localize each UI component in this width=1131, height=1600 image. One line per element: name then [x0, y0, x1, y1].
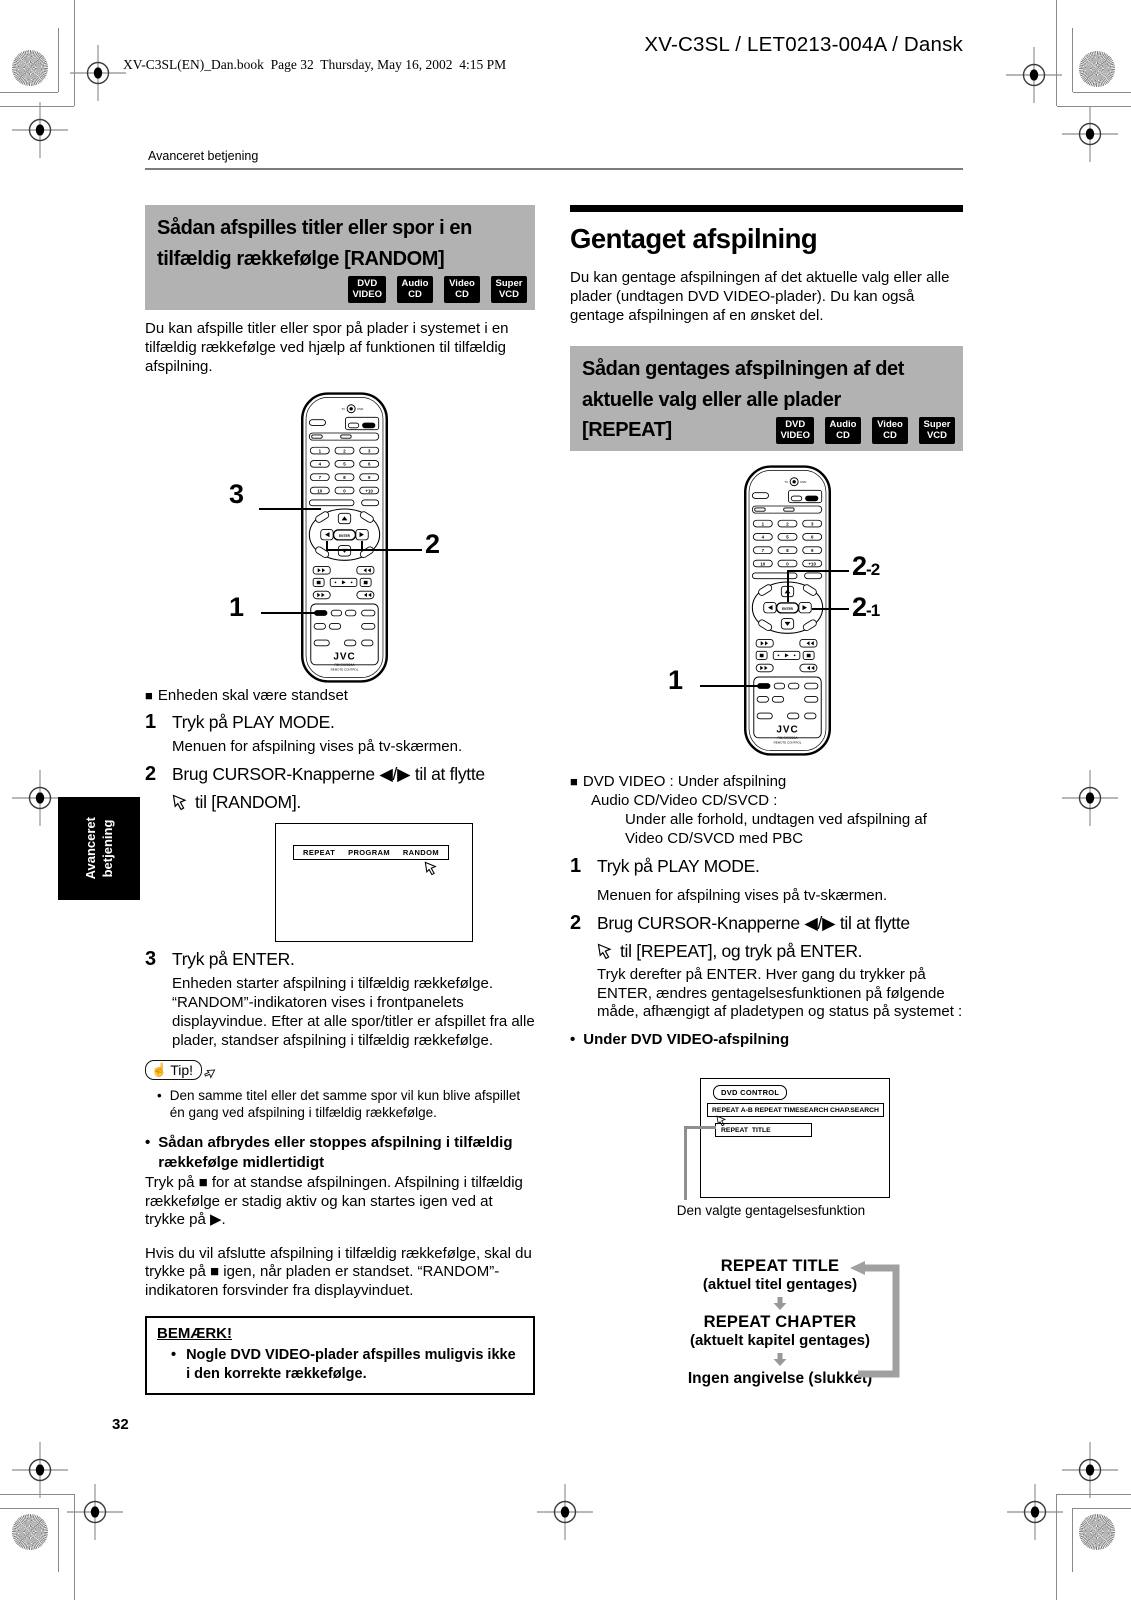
- disc-type-badges: [776, 417, 955, 444]
- flow-item: Ingen angivelse (slukket): [687, 1370, 873, 1387]
- svg-text:2: 2: [343, 448, 346, 454]
- svg-text:3: 3: [810, 521, 814, 527]
- svg-text:5: 5: [786, 534, 789, 540]
- stop-random-paragraph: Hvis du vil afslutte afspilning i tilfældig rækkefølge, skal du trykke på ■ igen, når pladen er standset. “RANDOM”-indikatoren forsvinder fra displayvinduet.: [145, 1244, 532, 1299]
- crop-line: [1056, 0, 1057, 106]
- tip-text: • Den samme titel eller det samme spor vil kun blive afspillet én gang ved afspilning i tilfældig rækkefølge.: [157, 1088, 521, 1120]
- svg-text:JVC: JVC: [333, 651, 356, 663]
- svg-text:1: 1: [318, 448, 322, 454]
- svg-text:5: 5: [343, 461, 346, 467]
- flow-item-sub: (aktuel titel gentages): [702, 1276, 858, 1293]
- callout-1: 1: [229, 592, 244, 622]
- remote-illustration-random: [145, 381, 535, 684]
- dot-bullet: •: [145, 1134, 151, 1151]
- selected-repeat-mode: REPEAT TITLE: [715, 1123, 812, 1137]
- flow-item: REPEAT CHAPTER: [703, 1313, 857, 1331]
- svg-text:RM-SXV004A: RM-SXV004A: [334, 663, 355, 668]
- section-header-random: [145, 205, 535, 310]
- svg-text:0: 0: [343, 488, 346, 494]
- callout-1: 1: [668, 665, 683, 695]
- step-2: [570, 912, 963, 1022]
- step-2: [145, 763, 535, 946]
- badge-super-vcd: Super VCD: [919, 417, 955, 444]
- step-body: Tryk derefter på ENTER. Hver gang du trykker på ENTER, ændres gentagelsesfunktionen på følgende måde, afhængigt af pladetypen og status på systemet :: [597, 966, 963, 1020]
- section-title-line: Sådan afspilles titler eller spor i en: [157, 217, 472, 239]
- disc-type-badges: [348, 276, 527, 303]
- menu-item-program: PROGRAM: [348, 848, 391, 857]
- svg-text:ENTER: ENTER: [782, 607, 793, 612]
- step-body: Enheden starter afspilning i tilfældig rækkefølge. “RANDOM”-indikatoren vises i frontpanelets displayvindue. Efter at alle spor/titler er afspillet fra alle plader, standser afspilning i tilfældig rækkefølge.: [172, 975, 535, 1049]
- print-mark-sunburst: [12, 1514, 48, 1550]
- svg-text:DVD: DVD: [800, 480, 807, 485]
- menu-item-timesearch: TIMESEARCH: [783, 1106, 829, 1114]
- callout-2: 2: [425, 529, 440, 559]
- step-title: Tryk på ENTER.: [172, 949, 295, 969]
- registration-crosshair: [1062, 106, 1118, 162]
- svg-text:JVC: JVC: [776, 724, 799, 736]
- precondition: ■ Enheden skal være standset: [145, 687, 348, 704]
- badge-dvd-video: DVD VIDEO: [348, 276, 386, 303]
- crop-line: [0, 106, 74, 107]
- svg-text:6: 6: [810, 534, 814, 540]
- svg-text:9: 9: [367, 474, 371, 480]
- cursor-pointer-icon: [203, 1068, 216, 1080]
- flow-item: REPEAT TITLE: [720, 1257, 840, 1275]
- crop-line: [0, 1494, 74, 1495]
- svg-text:6: 6: [367, 461, 371, 467]
- svg-text:0: 0: [786, 561, 789, 567]
- svg-text:10: 10: [317, 488, 323, 494]
- callout-line: [787, 570, 849, 572]
- svg-text:4: 4: [761, 534, 765, 540]
- step-title-continued: til [REPEAT], og tryk på ENTER.: [620, 941, 863, 961]
- stop-random-paragraph: Tryk på ■ for at standse afspilningen. Afspilning i tilfældig rækkefølge er stadig aktiv og kan startes igen ved at trykke på ▶.: [145, 1174, 523, 1229]
- svg-text:8: 8: [343, 474, 346, 480]
- section-title-line: [REPEAT]: [582, 419, 672, 441]
- step-title-continued: til [RANDOM].: [195, 792, 301, 812]
- menu-item-repeat: REPEAT: [712, 1106, 740, 1114]
- section-title-line: tilfældig rækkefølge [RANDOM]: [157, 247, 445, 270]
- step-title: Brug CURSOR-Knapperne ◀/▶ til at flytte: [597, 913, 910, 933]
- step-title: Tryk på PLAY MODE.: [172, 712, 335, 732]
- callout-line: [326, 549, 422, 551]
- section-rule: [570, 205, 963, 212]
- intro-paragraph: Du kan gentage afspilningen af det aktuelle valg eller alle plader (undtagen DVD VIDEO-plader). Du kan også gentage afspilningen af en ønsket del.: [570, 269, 950, 324]
- svg-text:8: 8: [786, 547, 789, 553]
- svg-text:DVD: DVD: [357, 407, 364, 412]
- preconditions: ■ DVD VIDEO : Under afspilning Audio CD/Video CD/SVCD : Under alle forhold, undtagen ved afspilning af Video CD/SVCD med PBC: [570, 772, 963, 848]
- section-title-line: aktuelle valg eller alle plader: [582, 388, 841, 411]
- stop-random-heading: • Sådan afbrydes eller stoppes afspilning i tilfældig rækkefølge midlertidigt: [145, 1134, 513, 1171]
- badge-dvd-video: DVD VIDEO: [776, 417, 814, 444]
- step-title: Tryk på PLAY MODE.: [597, 856, 760, 876]
- svg-text:REMOTE CONTROL: REMOTE CONTROL: [773, 740, 802, 745]
- step-number: 1: [570, 855, 582, 877]
- crop-line: [1072, 28, 1073, 92]
- svg-text:2: 2: [786, 521, 789, 527]
- badge-audio-cd: Audio CD: [397, 276, 433, 303]
- note-title: BEMÆRK!: [157, 1324, 232, 1342]
- down-arrow-icon: [772, 1297, 788, 1311]
- svg-text:10: 10: [760, 561, 766, 567]
- section-title-line: Sådan gentages afspilningen af det: [582, 358, 905, 380]
- callout-3: 3: [229, 479, 244, 509]
- step-title: Brug CURSOR-Knapperne ◀/▶ til at flytte: [172, 764, 485, 784]
- svg-text:1: 1: [761, 521, 765, 527]
- tv-screen-dvd-control: [700, 1078, 890, 1198]
- dot-bullet: •: [157, 1088, 162, 1103]
- menu-item-repeat: REPEAT: [303, 848, 336, 857]
- callout-line: [259, 508, 321, 510]
- step-number: 3: [145, 948, 157, 970]
- crop-line: [58, 1508, 59, 1572]
- step-1: [570, 855, 963, 905]
- step-body: Menuen for afspilning vises på tv-skærmen.: [597, 887, 888, 904]
- svg-text:4: 4: [318, 461, 322, 467]
- menu-item-ab-repeat: A-B REPEAT: [740, 1106, 782, 1114]
- dvd-playback-heading: • Under DVD VIDEO-afspilning: [570, 1030, 790, 1048]
- step-3: [145, 948, 535, 1050]
- tip-label: Tip!: [170, 1062, 194, 1078]
- crop-line: [1057, 106, 1131, 107]
- crop-line: [1057, 1494, 1131, 1495]
- precondition-line: Audio CD/Video CD/SVCD :: [591, 792, 778, 809]
- svg-text:REMOTE CONTROL: REMOTE CONTROL: [330, 667, 359, 672]
- crop-line: [1073, 92, 1131, 93]
- cycle-loop-arrow: [850, 1261, 912, 1381]
- header-rule: [145, 168, 963, 170]
- callout-line: [787, 570, 789, 602]
- svg-text:9: 9: [810, 547, 814, 553]
- square-bullet-icon: ■: [570, 774, 578, 789]
- chapter-tab-line: Avanceret: [83, 817, 98, 880]
- pointing-hand-icon: ☝: [151, 1062, 168, 1077]
- crop-line: [1056, 1494, 1057, 1600]
- callout-2-2: 2-2: [852, 551, 880, 581]
- remote-control-drawing: [740, 463, 835, 758]
- crop-line: [1073, 1508, 1131, 1509]
- play-mode-menu: [293, 845, 449, 860]
- step-number: 2: [570, 912, 582, 934]
- cursor-pointer-icon: [172, 794, 188, 811]
- caption-connector: [684, 1126, 687, 1200]
- registration-crosshair: [67, 1484, 123, 1540]
- svg-text:7: 7: [761, 547, 765, 553]
- registration-crosshair: [12, 102, 68, 158]
- svg-text:RM-SXV004A: RM-SXV004A: [777, 736, 798, 741]
- intro-paragraph: Du kan afspille titler eller spor på plader i systemet i en tilfældig rækkefølge ved hjælp af funktionen til tilfældig afspilning.: [145, 320, 509, 375]
- caption-connector: [684, 1126, 716, 1129]
- callout-line: [261, 612, 321, 614]
- svg-text:+10: +10: [808, 561, 816, 567]
- crop-line: [74, 1494, 75, 1600]
- callout-line: [700, 685, 762, 687]
- menu-item-chapsearch: CHAP.SEARCH: [829, 1106, 879, 1114]
- callout-line: [812, 608, 849, 610]
- document-title: XV-C3SL / LET0213-004A / Dansk: [644, 33, 963, 56]
- dot-bullet: •: [171, 1346, 177, 1363]
- precondition-line: Under alle forhold, undtagen ved afspilning af Video CD/SVCD med PBC: [625, 811, 927, 847]
- menu-item-random: RANDOM: [402, 848, 439, 857]
- callout-2-1: 2-1: [852, 592, 880, 622]
- cursor-pointer-icon: [597, 943, 613, 960]
- crop-line: [0, 1508, 58, 1509]
- registration-crosshair: [1007, 1484, 1063, 1540]
- tip-bubble: [145, 1060, 202, 1080]
- flow-item-sub: (aktuelt kapitel gentages): [689, 1332, 871, 1349]
- chapter-tab: [58, 797, 140, 900]
- square-bullet-icon: ■: [145, 688, 153, 703]
- remote-control-drawing: [297, 390, 392, 685]
- tip-callout: [145, 1060, 535, 1080]
- registration-crosshair: [1062, 1442, 1118, 1498]
- svg-text:TV: TV: [784, 480, 788, 485]
- right-column: [570, 205, 963, 1600]
- svg-text:ENTER: ENTER: [339, 534, 350, 539]
- badge-audio-cd: Audio CD: [825, 417, 861, 444]
- dot-bullet: •: [570, 1030, 576, 1048]
- cursor-pointer-icon: [424, 861, 438, 876]
- chapter-tab-line: betjening: [100, 819, 115, 878]
- svg-text:7: 7: [318, 474, 322, 480]
- page-title: Gentaget afspilning: [570, 223, 818, 254]
- dvd-control-label: DVD CONTROL: [713, 1085, 787, 1100]
- page-number: 32: [112, 1416, 129, 1433]
- badge-video-cd: Video CD: [872, 417, 908, 444]
- repeat-cycle-diagram: [630, 1257, 930, 1388]
- badge-super-vcd: Super VCD: [491, 276, 527, 303]
- left-column: [145, 205, 535, 1395]
- registration-crosshair: [1062, 770, 1118, 826]
- dvd-control-menu: [707, 1103, 884, 1117]
- running-head: Avanceret betjening: [148, 149, 259, 163]
- tv-screen-random-menu: [275, 823, 473, 942]
- step-1: [145, 711, 535, 756]
- down-arrow-icon: [772, 1353, 788, 1367]
- step-number: 2: [145, 763, 157, 785]
- note-text: • Nogle DVD VIDEO-plader afspilles muligvis ikke i den korrekte rækkefølge.: [171, 1346, 516, 1382]
- remote-illustration-repeat: [570, 457, 963, 762]
- crop-line: [1072, 1508, 1073, 1572]
- svg-text:TV: TV: [341, 407, 345, 412]
- badge-video-cd: Video CD: [444, 276, 480, 303]
- svg-text:3: 3: [367, 448, 371, 454]
- svg-text:+10: +10: [365, 488, 373, 494]
- print-mark-sunburst: [1079, 1514, 1115, 1550]
- print-mark-sunburst: [1079, 51, 1115, 87]
- step-body: Menuen for afspilning vises på tv-skærmen.: [172, 738, 463, 755]
- section-header-repeat: [570, 346, 963, 451]
- note-box: [145, 1316, 535, 1395]
- book-file-header: XV-C3SL(EN)_Dan.book Page 32 Thursday, May 16, 2002 4:15 PM: [123, 57, 507, 72]
- registration-crosshair: [1006, 47, 1062, 103]
- crop-line: [0, 92, 58, 93]
- registration-crosshair: [12, 1442, 68, 1498]
- step-number: 1: [145, 711, 157, 733]
- screen-caption: Den valgte gentagelsesfunktion: [676, 1203, 866, 1218]
